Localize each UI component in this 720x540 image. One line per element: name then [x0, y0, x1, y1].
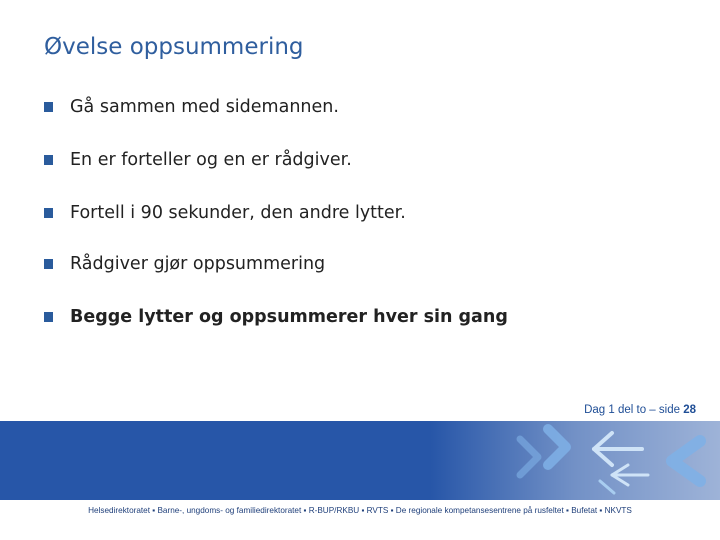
bullet-text: Fortell i 90 sekunder, den andre lytter.	[70, 203, 406, 223]
bullet-item	[44, 198, 406, 228]
arrow-pattern-graphic	[0, 421, 720, 500]
bullet-item	[44, 145, 352, 175]
bullet-item	[44, 249, 325, 279]
square-bullet-icon	[44, 102, 53, 112]
footer-banner	[0, 421, 720, 500]
slide-number-label: Dag 1 del to – side	[584, 404, 680, 416]
bullet-text: Rådgiver gjør oppsummering	[70, 254, 326, 274]
footer-organizations: Helsedirektoratet ▪ Barne-, ungdoms- og familiedirektoratet ▪ R-BUP/RKBU ▪ RVTS ▪ De regionale kompetansesentrene på rusfeltet ▪ Bufetat ▪ NKVTS	[88, 506, 632, 515]
bullet-text: Begge lytter og oppsummerer hver sin gang	[70, 307, 508, 327]
square-bullet-icon	[44, 155, 53, 165]
slide-title: Øvelse oppsummering	[44, 34, 304, 60]
bullet-item	[44, 302, 508, 332]
bullet-item	[44, 92, 339, 122]
square-bullet-icon	[44, 208, 53, 218]
slide-number-value: 28	[683, 404, 696, 416]
bullet-text: Gå sammen med sidemannen.	[70, 97, 339, 117]
square-bullet-icon	[44, 259, 53, 269]
square-bullet-icon	[44, 312, 53, 322]
bullet-text: En er forteller og en er rådgiver.	[70, 150, 352, 170]
slide-number	[584, 404, 696, 416]
